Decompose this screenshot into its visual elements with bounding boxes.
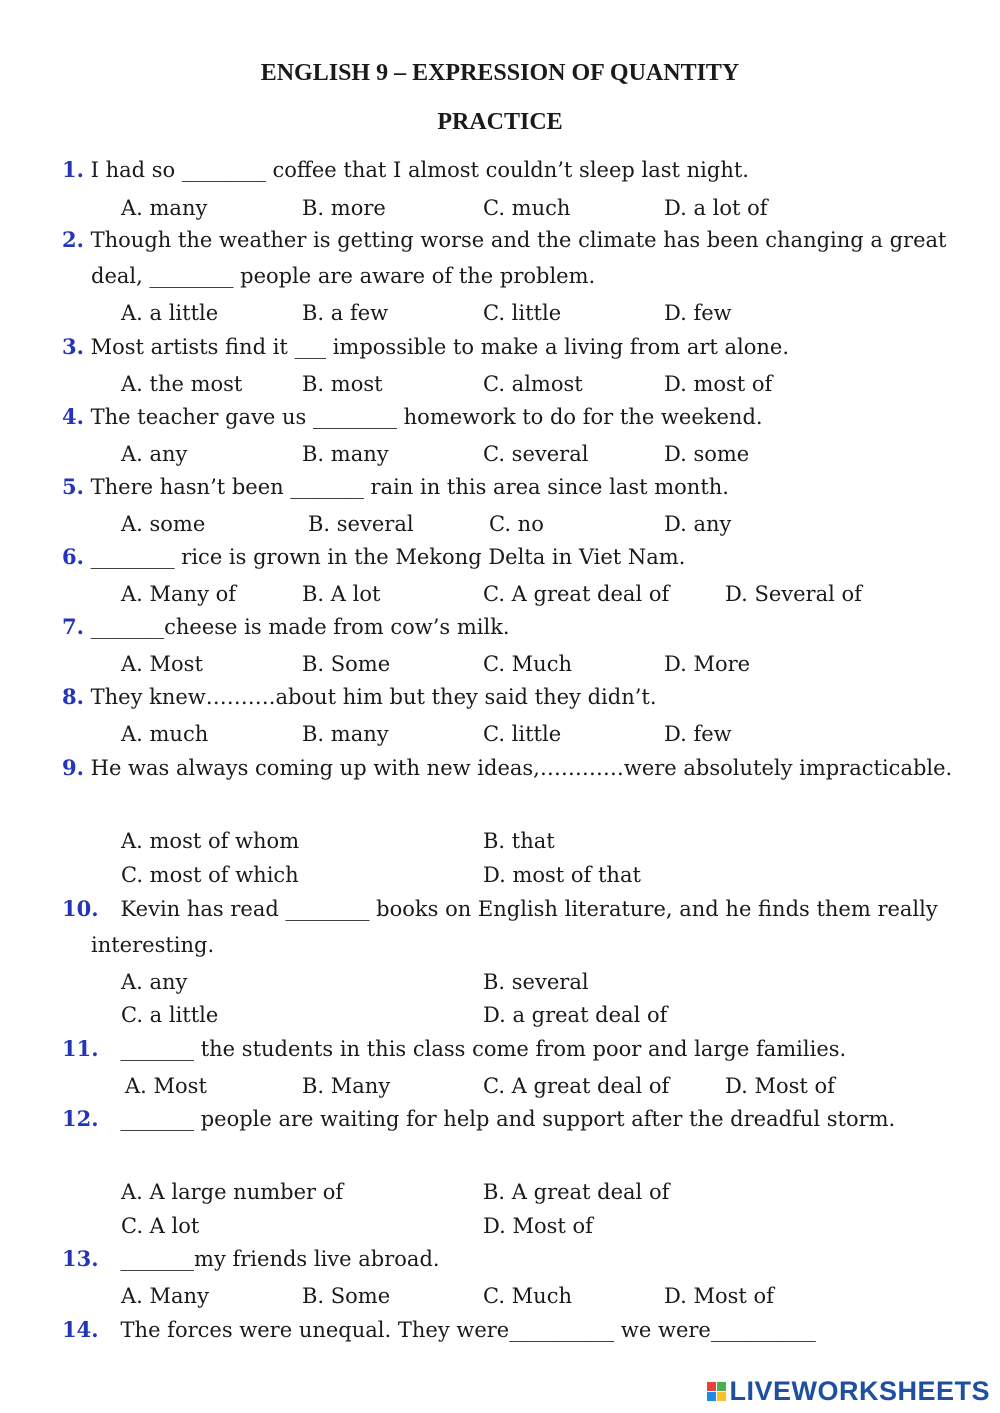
option-c[interactable]: C. Much: [483, 652, 572, 676]
question-number: 8.: [62, 684, 84, 709]
option-c[interactable]: C. much: [483, 196, 571, 220]
question-10: [62, 891, 971, 963]
option-b[interactable]: B. Some: [302, 652, 391, 676]
option-b[interactable]: B. A great deal of: [483, 1180, 670, 1204]
option-b[interactable]: B. more: [302, 196, 386, 220]
question-8: [62, 679, 971, 715]
worksheet-title: ENGLISH 9 – EXPRESSION OF QUANTITY: [260, 60, 740, 86]
question-number: 13.: [62, 1246, 99, 1271]
option-b[interactable]: B. several: [308, 512, 414, 536]
option-c[interactable]: C. A great deal of: [483, 1074, 670, 1098]
option-c[interactable]: C. little: [483, 301, 562, 325]
logo-square: [717, 1382, 726, 1391]
question-number: 11.: [62, 1036, 99, 1061]
question-number: 12.: [62, 1106, 99, 1131]
question-number: 6.: [62, 544, 84, 569]
question-number: 1.: [62, 157, 84, 182]
question-text: I had so ________ coffee that I almost couldn’t sleep last night.: [90, 158, 749, 182]
question-9: [62, 750, 971, 786]
question-text: _______my friends live abroad.: [120, 1247, 440, 1271]
question-11: [62, 1031, 971, 1067]
option-c[interactable]: C. several: [483, 442, 589, 466]
option-b[interactable]: B. a few: [302, 301, 389, 325]
question-number: 3.: [62, 334, 84, 359]
question-text: Kevin has read ________ books on English literature, and he finds them really interesting.: [91, 897, 938, 957]
question-text: _______ people are waiting for help and support after the dreadful storm.: [120, 1107, 896, 1131]
option-d[interactable]: D. any: [664, 512, 732, 536]
question-text: There hasn’t been _______ rain in this area since last month.: [90, 475, 729, 499]
question-number: 10.: [62, 896, 99, 921]
question-3: [62, 329, 971, 365]
question-number: 14.: [62, 1317, 99, 1342]
question-text: The teacher gave us ________ homework to do for the weekend.: [90, 405, 763, 429]
question-4: [62, 399, 971, 435]
option-a[interactable]: A. Most: [125, 1074, 207, 1098]
option-a[interactable]: A. Many of: [121, 582, 237, 606]
question-6: [62, 539, 971, 575]
option-d[interactable]: D. Most of: [664, 1284, 774, 1308]
question-5: [62, 469, 971, 505]
option-b[interactable]: B. Many: [302, 1074, 391, 1098]
option-d[interactable]: D. Several of: [725, 582, 862, 606]
option-b[interactable]: B. many: [302, 442, 389, 466]
option-c[interactable]: C. a little: [121, 1003, 219, 1027]
logo-square: [707, 1382, 716, 1391]
option-a[interactable]: A. a little: [121, 301, 219, 325]
option-d[interactable]: D. a great deal of: [483, 1003, 668, 1027]
option-d[interactable]: D. most of: [664, 372, 773, 396]
question-number: 5.: [62, 474, 84, 499]
option-c[interactable]: C. A great deal of: [483, 582, 670, 606]
question-number: 2.: [62, 227, 84, 252]
question-1: [62, 152, 971, 188]
option-c[interactable]: C. little: [483, 722, 562, 746]
liveworksheets-logo-text: LIVEWORKSHEETS: [729, 1375, 990, 1406]
question-text: _______ the students in this class come from poor and large families.: [120, 1037, 847, 1061]
question-number: 4.: [62, 404, 84, 429]
option-b[interactable]: B. A lot: [302, 582, 381, 606]
option-a[interactable]: A. much: [121, 722, 209, 746]
question-7: [62, 609, 971, 645]
option-d[interactable]: D. Most of: [483, 1214, 593, 1238]
option-c[interactable]: C. most of which: [121, 863, 299, 887]
option-a[interactable]: A. some: [121, 512, 206, 536]
option-b[interactable]: B. most: [302, 372, 383, 396]
question-text: They knew……….about him but they said they didn’t.: [90, 685, 657, 709]
question-2: [62, 222, 971, 294]
option-c[interactable]: C. Much: [483, 1284, 572, 1308]
option-d[interactable]: D. Most of: [725, 1074, 835, 1098]
option-d[interactable]: D. a lot of: [664, 196, 768, 220]
option-d[interactable]: D. More: [664, 652, 751, 676]
option-d[interactable]: D. few: [664, 301, 732, 325]
option-a[interactable]: A. A large number of: [121, 1180, 344, 1204]
logo-square: [717, 1392, 726, 1401]
question-13: [62, 1241, 971, 1277]
option-c[interactable]: C. A lot: [121, 1214, 200, 1238]
option-c[interactable]: C. almost: [483, 372, 583, 396]
question-text: Though the weather is getting worse and the climate has been changing a great deal, ________ people are aware of the problem.: [90, 228, 947, 288]
question-14: [62, 1312, 971, 1348]
option-a[interactable]: A. the most: [121, 372, 243, 396]
question-text: He was always coming up with new ideas,…………were absolutely impracticable.: [90, 756, 953, 780]
option-b[interactable]: B. many: [302, 722, 389, 746]
question-text: _______cheese is made from cow’s milk.: [90, 615, 510, 639]
liveworksheets-logo-icon: [707, 1382, 726, 1401]
question-number: 7.: [62, 614, 84, 639]
option-d[interactable]: D. some: [664, 442, 750, 466]
option-c[interactable]: C. no: [489, 512, 544, 536]
option-b[interactable]: B. Some: [302, 1284, 391, 1308]
question-number: 9.: [62, 755, 84, 780]
liveworksheets-logo: [707, 1377, 990, 1405]
option-a[interactable]: A. any: [121, 970, 188, 994]
question-text: ________ rice is grown in the Mekong Delta in Viet Nam.: [90, 545, 686, 569]
logo-square: [707, 1392, 716, 1401]
option-b[interactable]: B. several: [483, 970, 589, 994]
option-d[interactable]: D. few: [664, 722, 732, 746]
option-a[interactable]: A. Many: [121, 1284, 209, 1308]
question-text: Most artists find it ___ impossible to make a living from art alone.: [90, 335, 790, 359]
option-a[interactable]: A. any: [121, 442, 188, 466]
worksheet-subtitle: PRACTICE: [437, 109, 563, 135]
option-a[interactable]: A. many: [121, 196, 208, 220]
question-12: [62, 1101, 971, 1137]
option-a[interactable]: A. Most: [121, 652, 203, 676]
option-d[interactable]: D. most of that: [483, 863, 641, 887]
option-b[interactable]: B. that: [483, 829, 555, 853]
question-text: The forces were unequal. They were__________ we were__________: [120, 1318, 816, 1342]
option-a[interactable]: A. most of whom: [121, 829, 300, 853]
